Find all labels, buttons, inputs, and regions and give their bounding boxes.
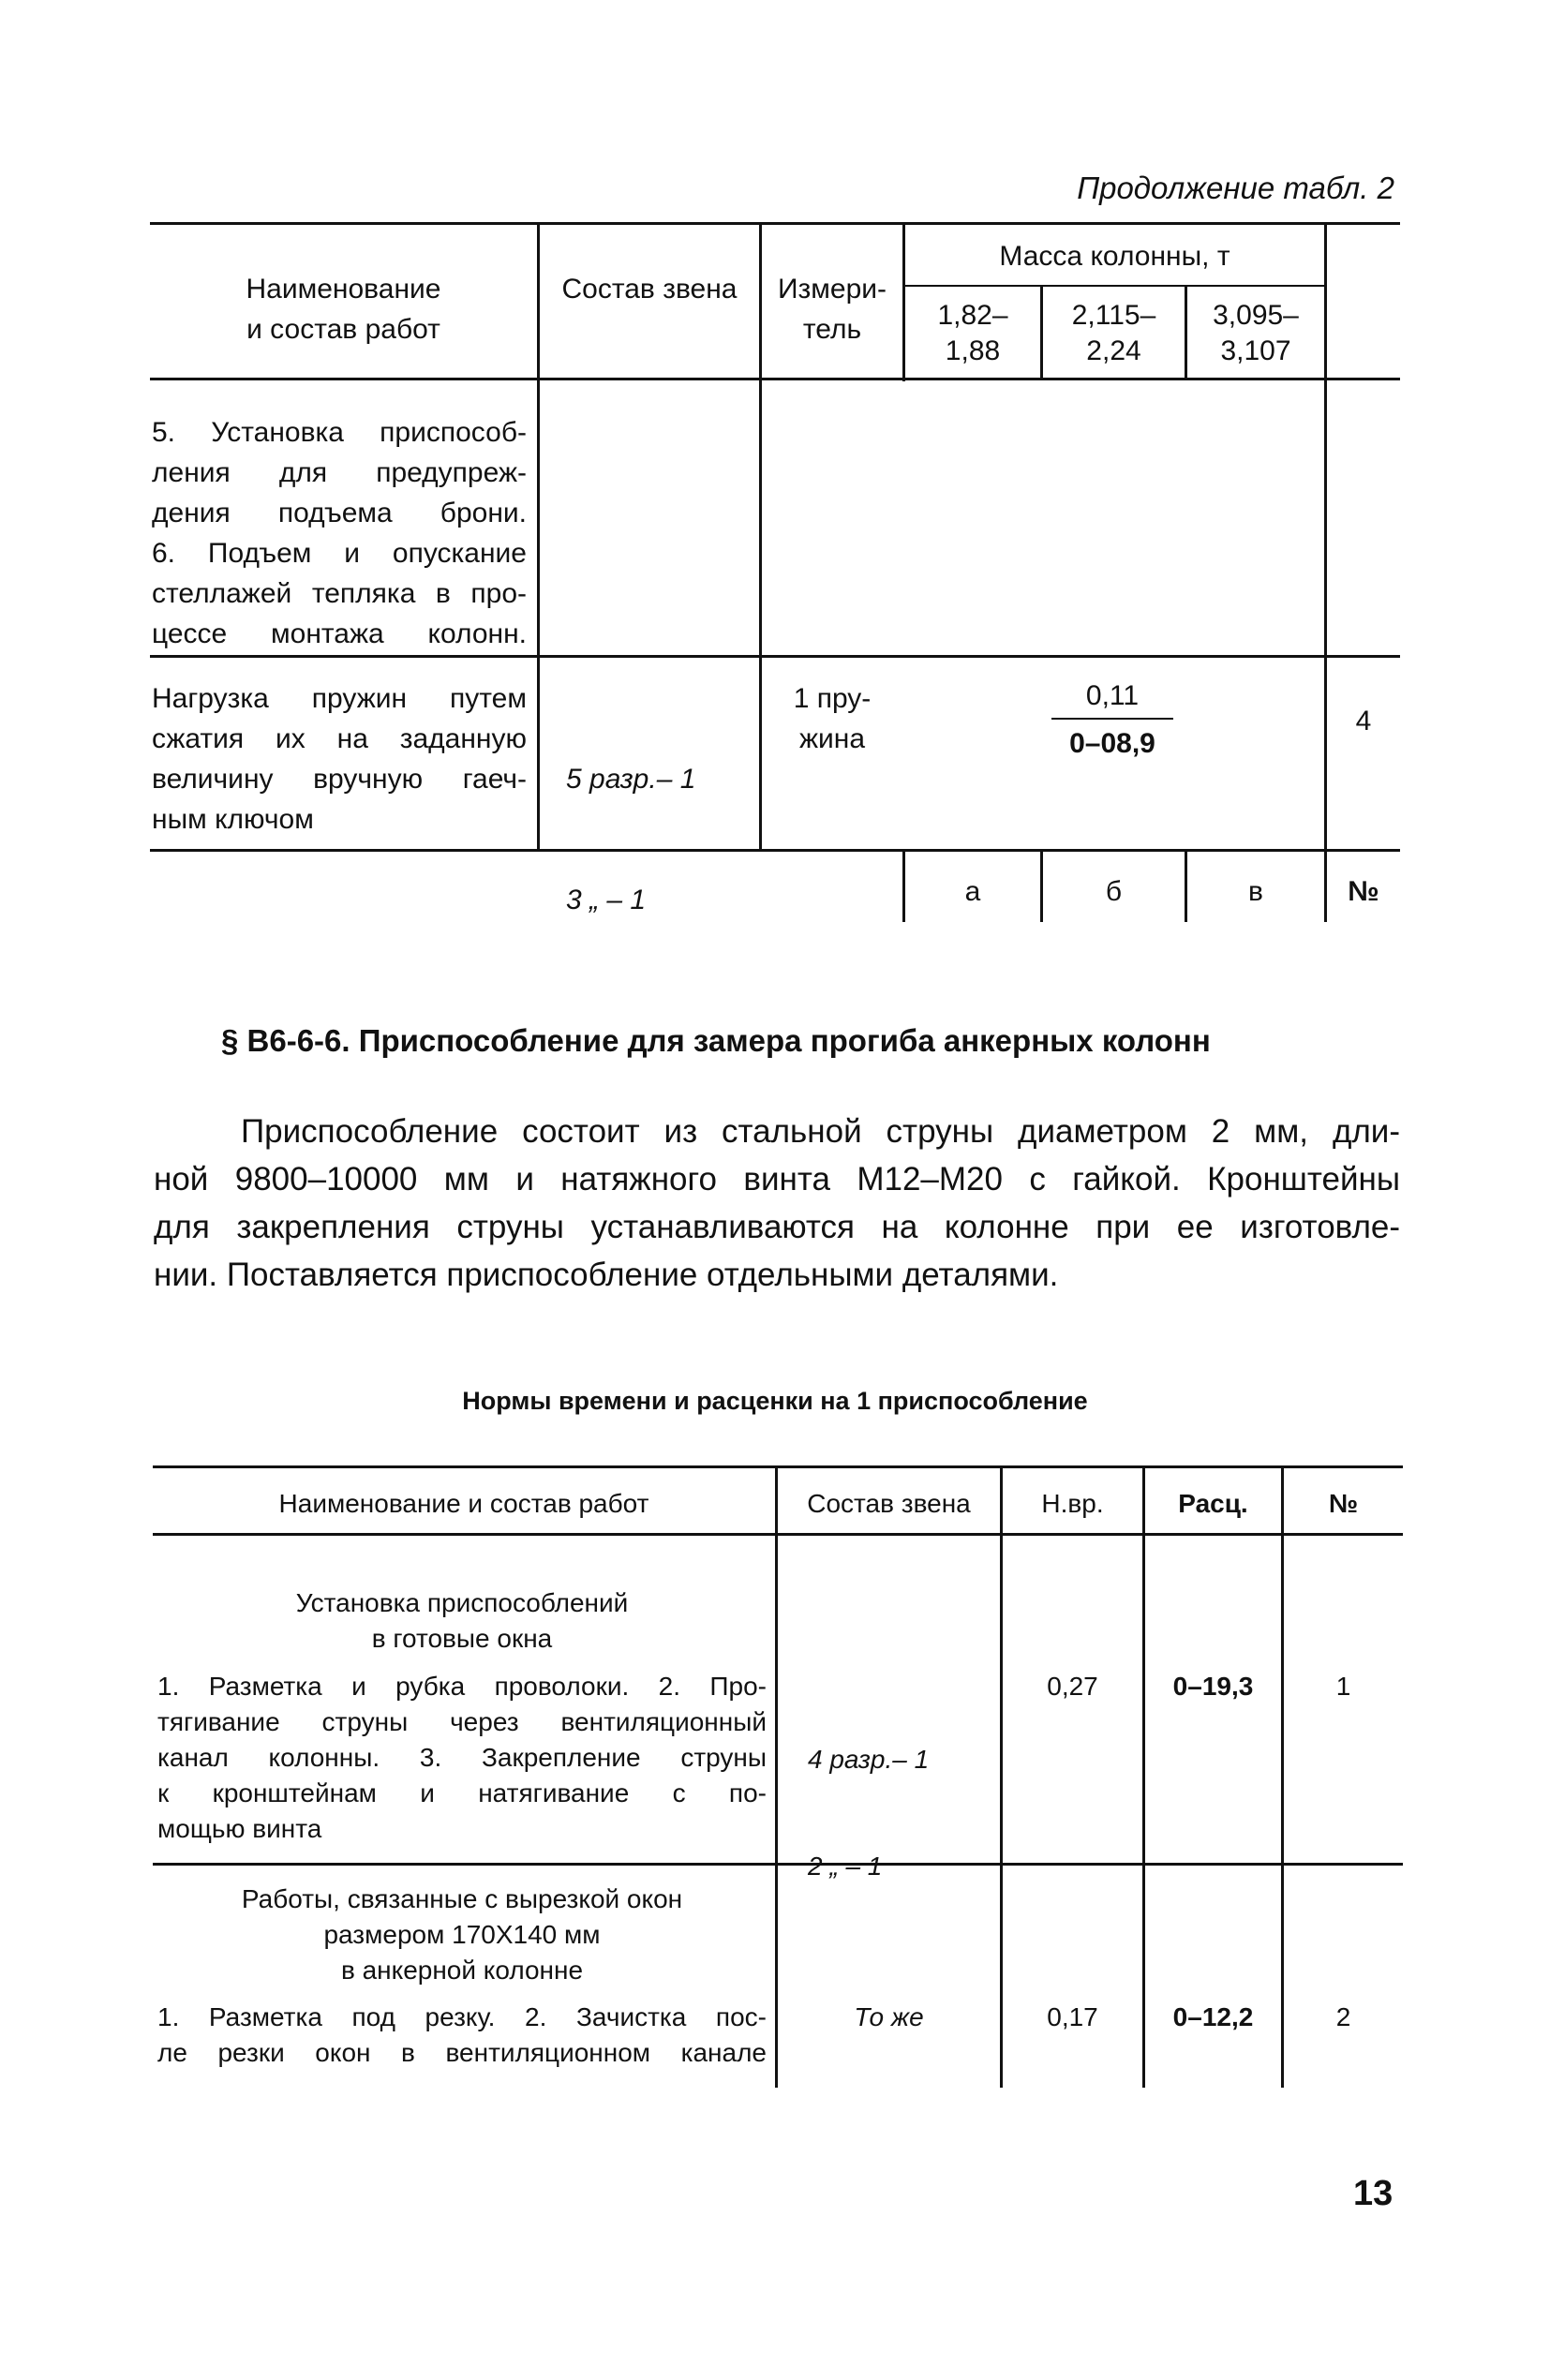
table-1-top-rule [150, 222, 1400, 225]
table-1-row-2-description: Нагрузка пружин путем сжатия их на заданную величину вручную гаеч- ным ключом [152, 683, 527, 835]
table-1-col-rule-1 [537, 222, 540, 852]
table-2-row-1-number: 1 [1335, 1672, 1351, 1701]
table-2-header-number: № [1328, 1489, 1359, 1518]
table-1-footer-label-c: в [1248, 876, 1263, 907]
table-1-footer-label-number: № [1348, 876, 1379, 907]
table-1-header-mass-col-c: 3,095– 3,107 [1213, 300, 1299, 366]
table-1-header-mass-group: Масса колонны, т [999, 241, 1230, 272]
table-1-row-1-description: 5. Установка приспособ- ления для предупреж- дения подъема брони. 6. Подъем и опускание стеллажей тепляка в про- цессе монтажа колонн. [152, 417, 527, 649]
table-2-header-rule [153, 1533, 1403, 1536]
table-2-top-rule [153, 1465, 1403, 1468]
table-2-header-rate: Расц. [1178, 1489, 1248, 1518]
table-2-row-2-norm: 0,17 [1047, 2002, 1098, 2031]
table-1-header-mass-col-b: 2,115– 2,24 [1071, 300, 1156, 366]
table-2-col-rule-2 [1000, 1465, 1003, 2088]
table-1-mass-subheader-rule [903, 285, 1325, 287]
table-2-row-2-heading: Работы, связанные с вырезкой окон размером 170Х140 мм в анкерной колонне [241, 1884, 683, 1985]
table-2-title: Нормы времени и расценки на 1 приспособление [462, 1387, 1088, 1415]
table-continuation-label: Продолжение табл. 2 [1077, 171, 1394, 205]
table-1-header-crew: Состав звена [561, 274, 738, 305]
table-2-row-1-crew: 4 разр.– 1 2 „ – 1 [808, 1745, 930, 1881]
section-title: § В6-6-6. Приспособление для замера прогиба анкерных колонн [221, 1023, 1211, 1058]
table-2-col-rule-4 [1281, 1465, 1284, 2088]
table-2-row-2-number: 2 [1335, 2002, 1351, 2031]
table-2-row-1-heading: Установка приспособлений в готовые окна [295, 1588, 629, 1653]
table-1-col-rule-6 [1324, 222, 1327, 852]
table-1-row-2-unit: 1 пру- жина [793, 683, 872, 754]
table-1-footer-label-b: б [1105, 876, 1123, 907]
table-2-header-crew: Состав звена [807, 1489, 971, 1518]
table-2-col-rule-1 [775, 1465, 778, 2088]
table-2-row-2-description: 1. Разметка под резку. 2. Зачистка пос- ле резки окон в вентиляционном канале [157, 2002, 767, 2067]
section-paragraph: Приспособление состоит из стальной струны диаметром 2 мм, дли- ной 9800–10000 мм и натяжного винта М12–М20 с гайкой. Кронштейны для закрепления струны устанавливаются на колонне при ее изготовле- нии. Поставляется приспособление отдельными деталями. [154, 1113, 1400, 1293]
table-1-row-2-norm: 0,11 [1085, 680, 1140, 711]
page-number: 13 [1353, 2174, 1394, 2213]
table-1-header-unit: Измери- тель [777, 274, 887, 345]
table-1-header-rule [150, 378, 1400, 380]
table-2-row-2-rate: 0–12,2 [1172, 2002, 1254, 2031]
table-2-row-1-rate: 0–19,3 [1172, 1672, 1254, 1701]
table-2-row-rule [153, 1863, 1403, 1866]
table-1-row-2-crew: 5 разр.– 1 3 „ – 1 [566, 764, 696, 915]
table-2-row-1-description: 1. Разметка и рубка проволоки. 2. Про- тягивание струны через вентиляционный канал колонны. 3. Закрепление струны к кронштейнам и натягивание с по- мощью винта [157, 1672, 767, 1843]
table-2-header-name: Наименование и состав работ [278, 1489, 649, 1518]
table-1-header-mass-col-a: 1,82– 1,88 [937, 300, 1008, 366]
table-2-row-2-crew: То же [854, 2002, 924, 2031]
table-1-row-2-fraction-bar [1051, 718, 1173, 720]
table-1-row-rule [150, 655, 1400, 658]
table-1-row-2-rate: 0–08,9 [1069, 728, 1155, 759]
table-1-footer-label-a: а [964, 876, 981, 907]
table-1-header-name: Наименование и состав работ [246, 274, 441, 345]
table-1-bottom-rule [150, 849, 1400, 852]
table-2-row-1-norm: 0,27 [1047, 1672, 1098, 1701]
table-2-col-rule-3 [1142, 1465, 1145, 2088]
table-1-row-2-number: 4 [1355, 706, 1372, 736]
table-2-header-norm: Н.вр. [1041, 1489, 1104, 1518]
